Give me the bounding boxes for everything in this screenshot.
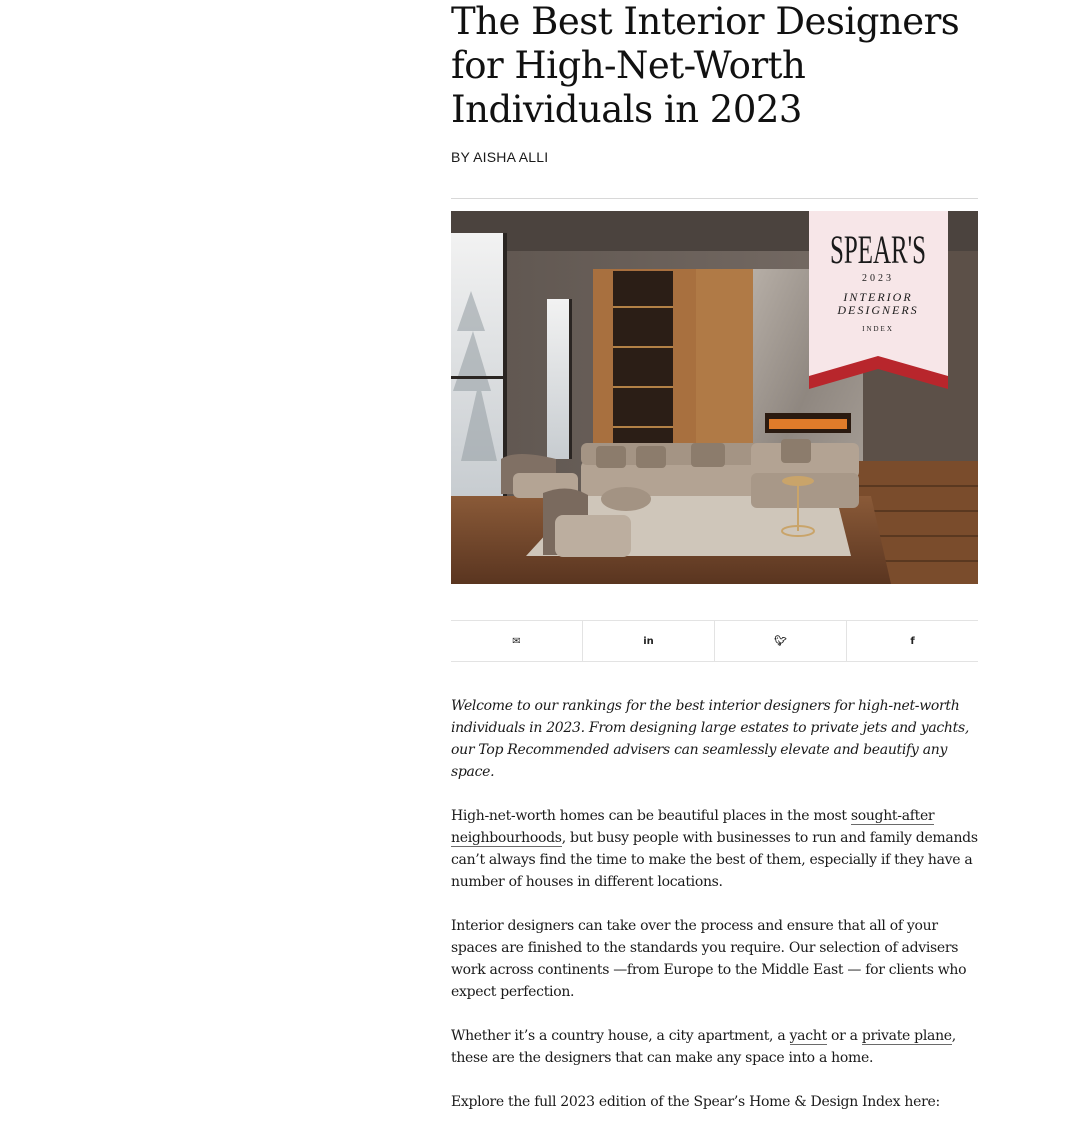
share-twitter-button[interactable] [715, 621, 847, 661]
title-line-1: The Best Interior Designers [451, 0, 960, 43]
paragraph-2: Interior designers can take over the process and ensure that all of your spaces are finished to the standards you require. Our selection of advisers work across continents —from Europe to the Middle East — for clients who expect perfection. [451, 918, 967, 1000]
twitter-icon: 🐦︎ [774, 635, 787, 647]
intro-paragraph: Welcome to our rankings for the best interior designers for high-net-worth individuals in 2023. From designing large estates to private jets and yachts, our Top Recommended advisers can seamlessly elevate and beautify any space. [451, 698, 969, 780]
divider [451, 198, 978, 199]
share-linkedin-button[interactable] [583, 621, 715, 661]
article-body [451, 695, 978, 1135]
facebook-icon: f [910, 635, 915, 647]
author-byline[interactable]: BY AISHA ALLI [451, 149, 549, 165]
badge-line-2: DESIGNERS [837, 303, 919, 317]
share-email-button[interactable] [451, 621, 583, 661]
title-line-3: Individuals in 2023 [451, 88, 802, 131]
badge-year: 2023 [862, 273, 894, 284]
yacht-link[interactable]: yacht [789, 1028, 827, 1044]
article-title [451, 0, 1011, 132]
p1-text-b: , but busy people with businesses to run and family demands can’t always find the time to make the best of them, especially if they have a number of houses in different locations. [451, 830, 978, 890]
paragraph-4: Explore the full 2023 edition of the Spear’s Home & Design Index here: [451, 1094, 940, 1110]
p3-text-c: , these are the designers that can make any space into a home. [451, 1028, 956, 1066]
private-plane-link[interactable]: private plane [861, 1028, 952, 1044]
paragraph-3 [451, 1025, 978, 1069]
p3-text-b: or a [826, 1028, 862, 1044]
linkedin-icon: in [643, 635, 654, 647]
email-icon: ✉ [512, 635, 521, 647]
share-facebook-button[interactable] [847, 621, 978, 661]
sought-after-neighbourhoods-link[interactable]: sought-after neighbourhoods [451, 808, 935, 846]
title-line-2: for High-Net-Worth [451, 44, 806, 87]
badge-line-3: INDEX [862, 325, 894, 333]
badge-line-1: INTERIOR [843, 290, 913, 304]
badge-brand: SPEAR'S [830, 227, 926, 272]
p1-text-a: High-net-worth homes can be beautiful places in the most [451, 808, 851, 824]
p3-text-a: Whether it’s a country house, a city apartment, a [451, 1028, 790, 1044]
share-bar [451, 620, 978, 662]
paragraph-1 [451, 805, 978, 893]
hero-image [451, 211, 978, 584]
badge [809, 211, 948, 389]
